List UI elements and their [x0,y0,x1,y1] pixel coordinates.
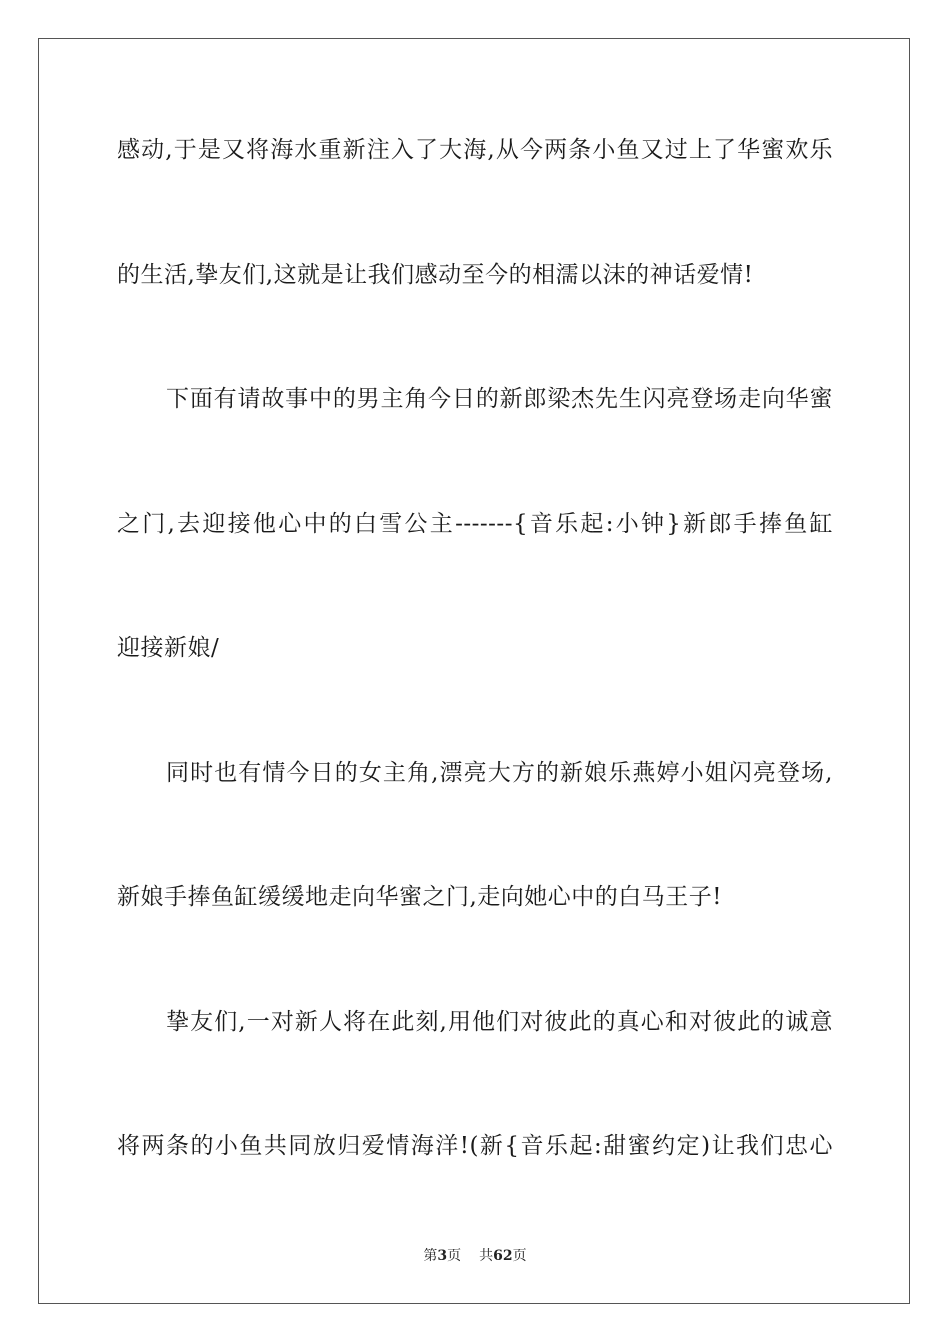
page-footer [0,1247,950,1265]
body-line-3: 下面有请故事中的男主角今日的新郎梁杰先生闪亮登场走向华蜜 [166,386,833,412]
body-line-2: 的生活,挚友们,这就是让我们感动至今的相濡以沫的神话爱情! [117,262,754,288]
total-prefix: 共 [479,1248,494,1264]
page-suffix: 页 [447,1248,462,1264]
body-line-1: 感动,于是又将海水重新注入了大海,从今两条小鱼又过上了华蜜欢乐 [117,137,833,163]
body-line-8: 挚友们,一对新人将在此刻,用他们对彼此的真心和对彼此的诚意 [166,1009,833,1035]
total-suffix: 页 [512,1248,527,1264]
body-line-6: 同时也有情今日的女主角,漂亮大方的新娘乐燕婷小姐闪亮登场, [166,760,833,786]
page-prefix: 第 [423,1248,438,1264]
page-number: 3 [437,1248,448,1264]
body-line-5: 迎接新娘/ [117,635,220,661]
total-pages: 62 [493,1248,513,1264]
body-line-9: 将两条的小鱼共同放归爱情海洋!(新{音乐起:甜蜜约定)让我们忠心 [117,1133,833,1159]
page-border [38,38,910,1304]
body-line-4: 之门,去迎接他心中的白雪公主-------{音乐起:小钟}新郎手捧鱼缸 [117,511,833,537]
body-line-7: 新娘手捧鱼缸缓缓地走向华蜜之门,走向她心中的白马王子! [117,884,723,910]
